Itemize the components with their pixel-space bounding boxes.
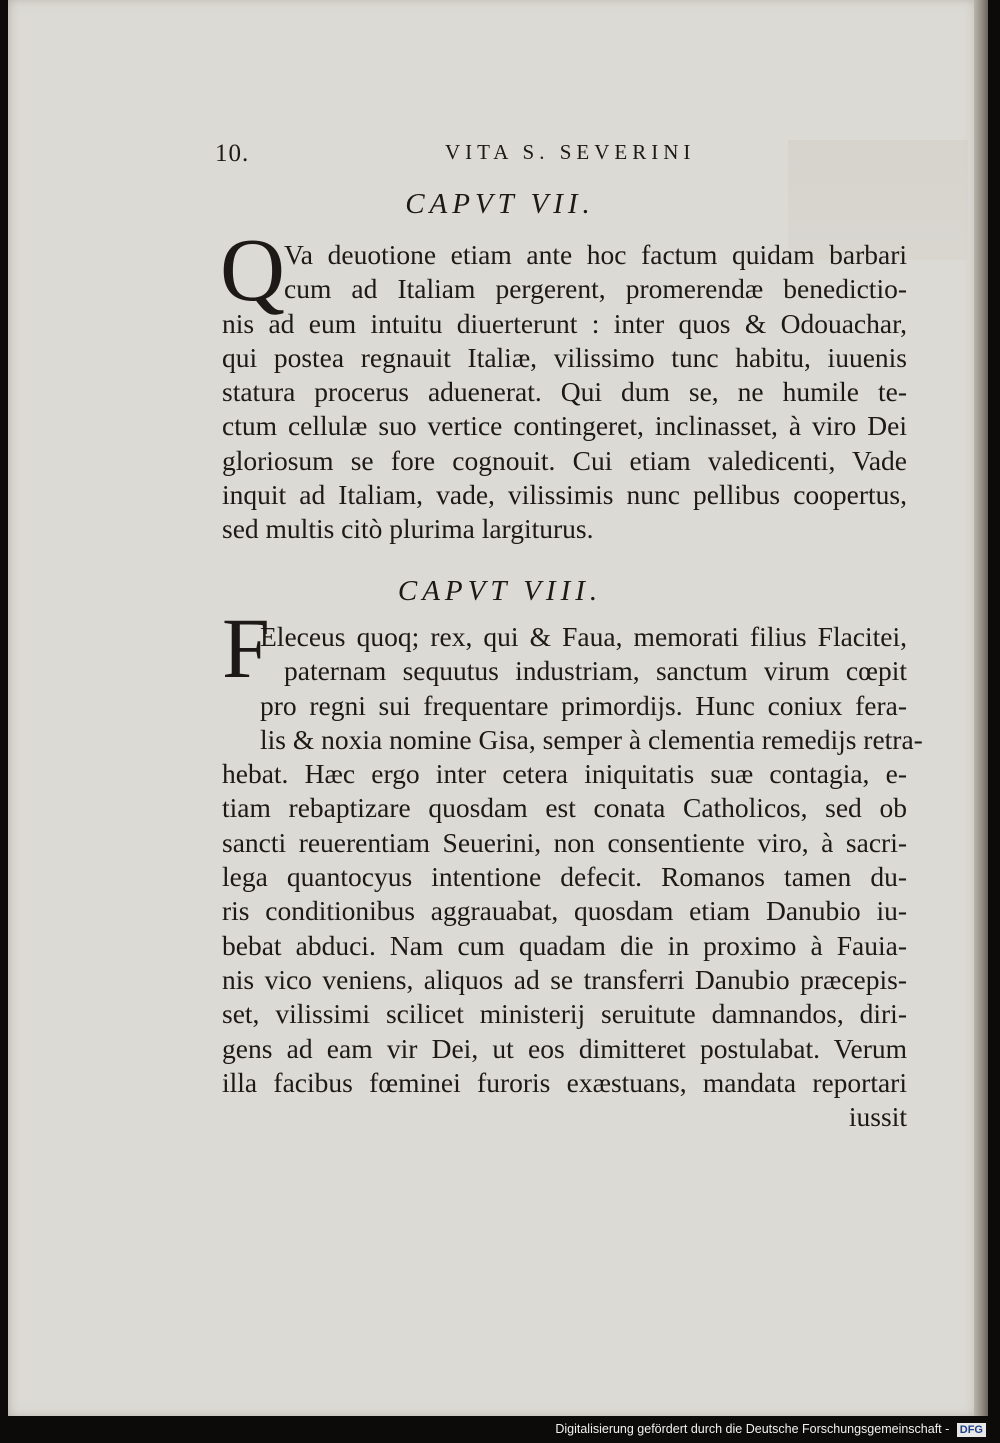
text-line: pro regni sui frequentare primordijs. Hunc coniux fera- bbox=[260, 689, 907, 721]
text-line: sed multis citò plurima largiturus. bbox=[222, 513, 594, 545]
chapter-heading: CAPVT VIII. bbox=[397, 575, 603, 607]
text-line: qui postea regnauit Italiæ, vilissimo tunc habitu, iuuenis bbox=[222, 341, 907, 373]
catchword: iussit bbox=[848, 1101, 907, 1133]
text-line: inquit ad Italiam, vade, vilissimis nunc pellibus coopertus, bbox=[222, 479, 907, 511]
text-line: gloriosum se fore cognouit. Cui etiam valedicenti, Vade bbox=[222, 444, 907, 476]
text-line: hebat. Hæc ergo inter cetera iniquitatis suæ contagia, e- bbox=[222, 758, 907, 790]
text-line: nis ad eum intuitu diuerterunt : inter quos & Odouachar, bbox=[222, 307, 907, 339]
credit-text: Digitalisierung gefördert durch die Deutsche Forschungsgemeinschaft - bbox=[555, 1422, 950, 1437]
text-line: nis vico veniens, aliquos ad se transferri Danubio præcepis- bbox=[222, 963, 907, 995]
digitization-credit bbox=[555, 1422, 986, 1437]
text-line: gens ad eam vir Dei, ut eos dimitteret postulabat. Verum bbox=[222, 1032, 907, 1064]
dfg-logo: DFG bbox=[957, 1423, 986, 1437]
running-title: VITA S. SEVERINI bbox=[445, 140, 696, 164]
chapter-heading: CAPVT VII. bbox=[405, 188, 595, 220]
chapter-body bbox=[222, 620, 923, 1134]
text-line: statura procerus aduenerat. Qui dum se, ne humile te- bbox=[222, 376, 907, 408]
text-line: bebat abduci. Nam cum quadam die in proximo à Fauia- bbox=[222, 929, 907, 961]
text-line: sancti reuerentiam Seuerini, non consentiente viro, à sacri- bbox=[222, 826, 907, 858]
text-line: Eleceus quoq; rex, qui & Faua, memorati filius Flacitei, bbox=[260, 621, 907, 652]
chapter-body bbox=[222, 238, 907, 547]
drop-cap-initial: Q bbox=[220, 221, 285, 320]
text-line: Va deuotione etiam ante hoc factum quidam barbari bbox=[284, 239, 907, 270]
text-line: ris conditionibus aggrauabat, quosdam etiam Danubio iu- bbox=[222, 895, 907, 927]
text-line: lega quantocyus intentione defecit. Romanos tamen du- bbox=[222, 861, 907, 893]
page-number: 10. bbox=[215, 140, 250, 167]
text-line: tiam rebaptizare quosdam est conata Catholicos, sed ob bbox=[222, 792, 907, 824]
text-line: cum ad Italiam pergerent, promerendæ benedictio- bbox=[284, 273, 907, 305]
text-line: set, vilissimi scilicet ministerij seruitute damnandos, diri- bbox=[222, 998, 907, 1030]
text-line: paternam sequutus industriam, sanctum virum cœpit bbox=[284, 655, 907, 687]
text-line: ctum cellulæ suo vertice contingeret, inclinasset, à viro Dei bbox=[222, 410, 907, 442]
drop-cap-initial: F bbox=[222, 600, 270, 696]
running-head bbox=[215, 140, 905, 174]
text-line: lis & noxia nomine Gisa, semper à clementia remedijs retra- bbox=[260, 723, 923, 755]
text-line: illa facibus fœminei furoris exæstuans, mandata reportari bbox=[222, 1066, 907, 1098]
